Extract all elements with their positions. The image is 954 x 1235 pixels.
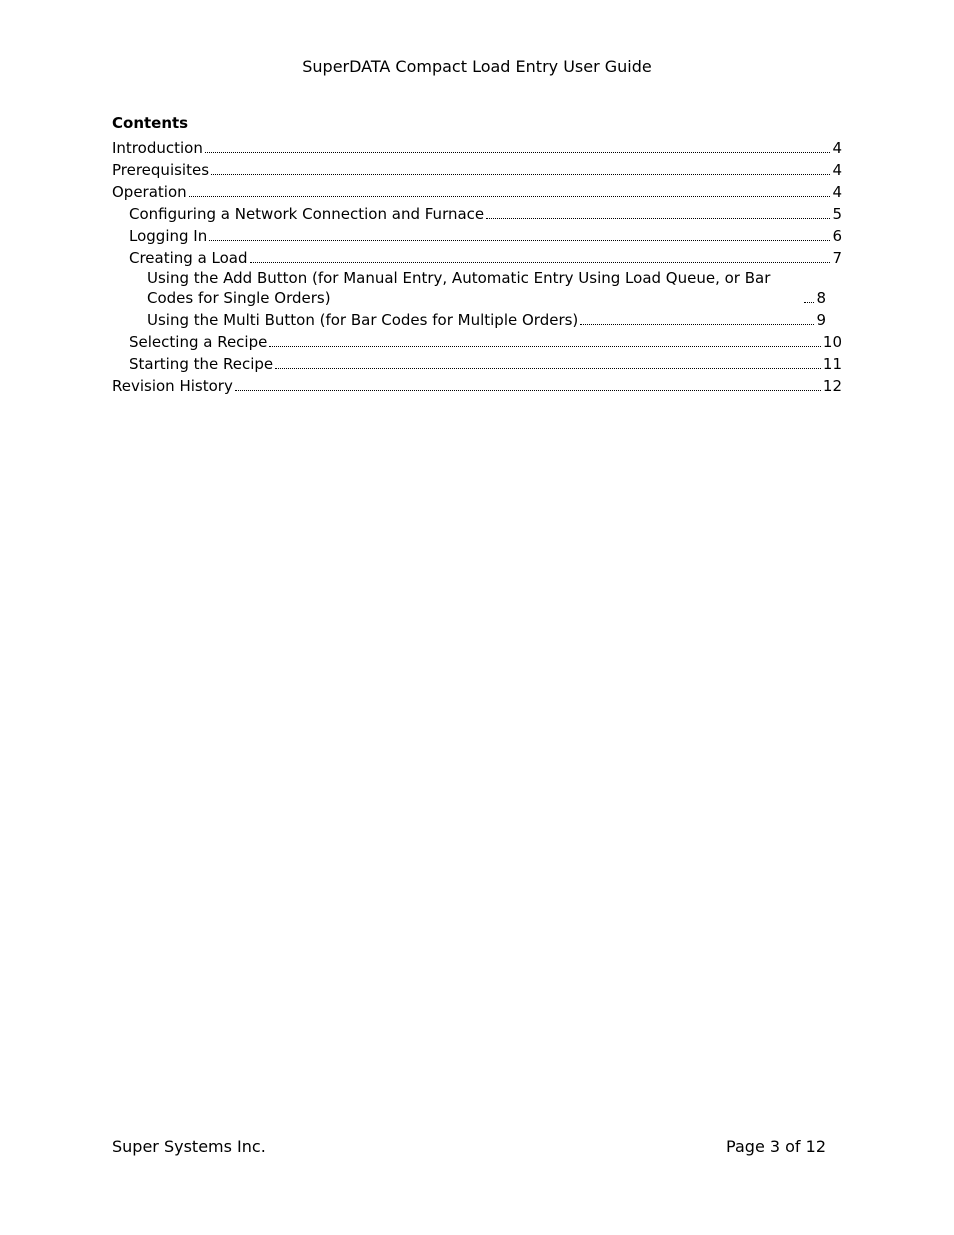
toc-page-number: 9 (816, 311, 826, 329)
toc-dot-leader (486, 218, 830, 219)
toc-dot-leader (250, 262, 831, 263)
toc-entry-text: Using the Multi Button (for Bar Codes for Multiple Orders) (147, 311, 579, 329)
toc-entry-text: Configuring a Network Connection and Furnace (129, 205, 485, 223)
toc-page-number: 4 (832, 161, 842, 179)
toc-entry-introduction[interactable] (112, 136, 842, 158)
toc-page-number: 4 (832, 183, 842, 201)
footer-page-number: Page 3 of 12 (726, 1137, 826, 1156)
toc-dot-leader (804, 302, 814, 303)
toc-page-number: 10 (822, 333, 842, 351)
toc-entry-prerequisites[interactable] (112, 158, 842, 180)
page-header (0, 57, 954, 77)
toc-dot-leader (235, 390, 821, 391)
toc-page-number: 7 (832, 249, 842, 267)
toc-entry-add-button[interactable] (112, 268, 842, 308)
document-title: SuperDATA Compact Load Entry User Guide (302, 57, 652, 76)
toc-dot-leader (189, 196, 831, 197)
page-footer (112, 1137, 826, 1157)
toc-entry-selecting-recipe[interactable] (112, 330, 842, 352)
toc-entry-text: Revision History (112, 377, 233, 395)
toc-entry-text: Selecting a Recipe (129, 333, 268, 351)
toc-entry-text: Introduction (112, 139, 203, 157)
toc-dot-leader (211, 174, 830, 175)
toc-page-number: 8 (816, 289, 826, 307)
toc-entry-text: Logging In (129, 227, 208, 245)
toc-entry-logging-in[interactable] (112, 224, 842, 246)
toc-entry-multi-button[interactable] (112, 308, 842, 330)
toc-dot-leader (209, 240, 830, 241)
toc-entry-text: Creating a Load (129, 249, 248, 267)
toc-page-number: 6 (832, 227, 842, 245)
toc-entry-configuring-network[interactable] (112, 202, 842, 224)
toc-entry-revision-history[interactable] (112, 374, 842, 396)
toc-page-number: 12 (822, 377, 842, 395)
table-of-contents (112, 113, 842, 396)
toc-page-number: 5 (832, 205, 842, 223)
toc-entry-starting-recipe[interactable] (112, 352, 842, 374)
toc-dot-leader (205, 152, 831, 153)
footer-company: Super Systems Inc. (112, 1137, 266, 1156)
toc-dot-leader (269, 346, 821, 347)
toc-entry-text: Using the Add Button (for Manual Entry, Automatic Entry Using Load Queue, or Bar Codes for Single Orders) (147, 269, 771, 307)
toc-entry-text: Starting the Recipe (129, 355, 274, 373)
toc-page-number: 11 (822, 355, 842, 373)
toc-entry-operation[interactable] (112, 180, 842, 202)
toc-entry-text: Operation (112, 183, 187, 201)
toc-dot-leader (580, 324, 814, 325)
toc-entry-creating-load[interactable] (112, 246, 842, 268)
toc-page-number: 4 (832, 139, 842, 157)
toc-heading: Contents (112, 114, 189, 132)
toc-dot-leader (275, 368, 821, 369)
toc-entry-text: Prerequisites (112, 161, 210, 179)
